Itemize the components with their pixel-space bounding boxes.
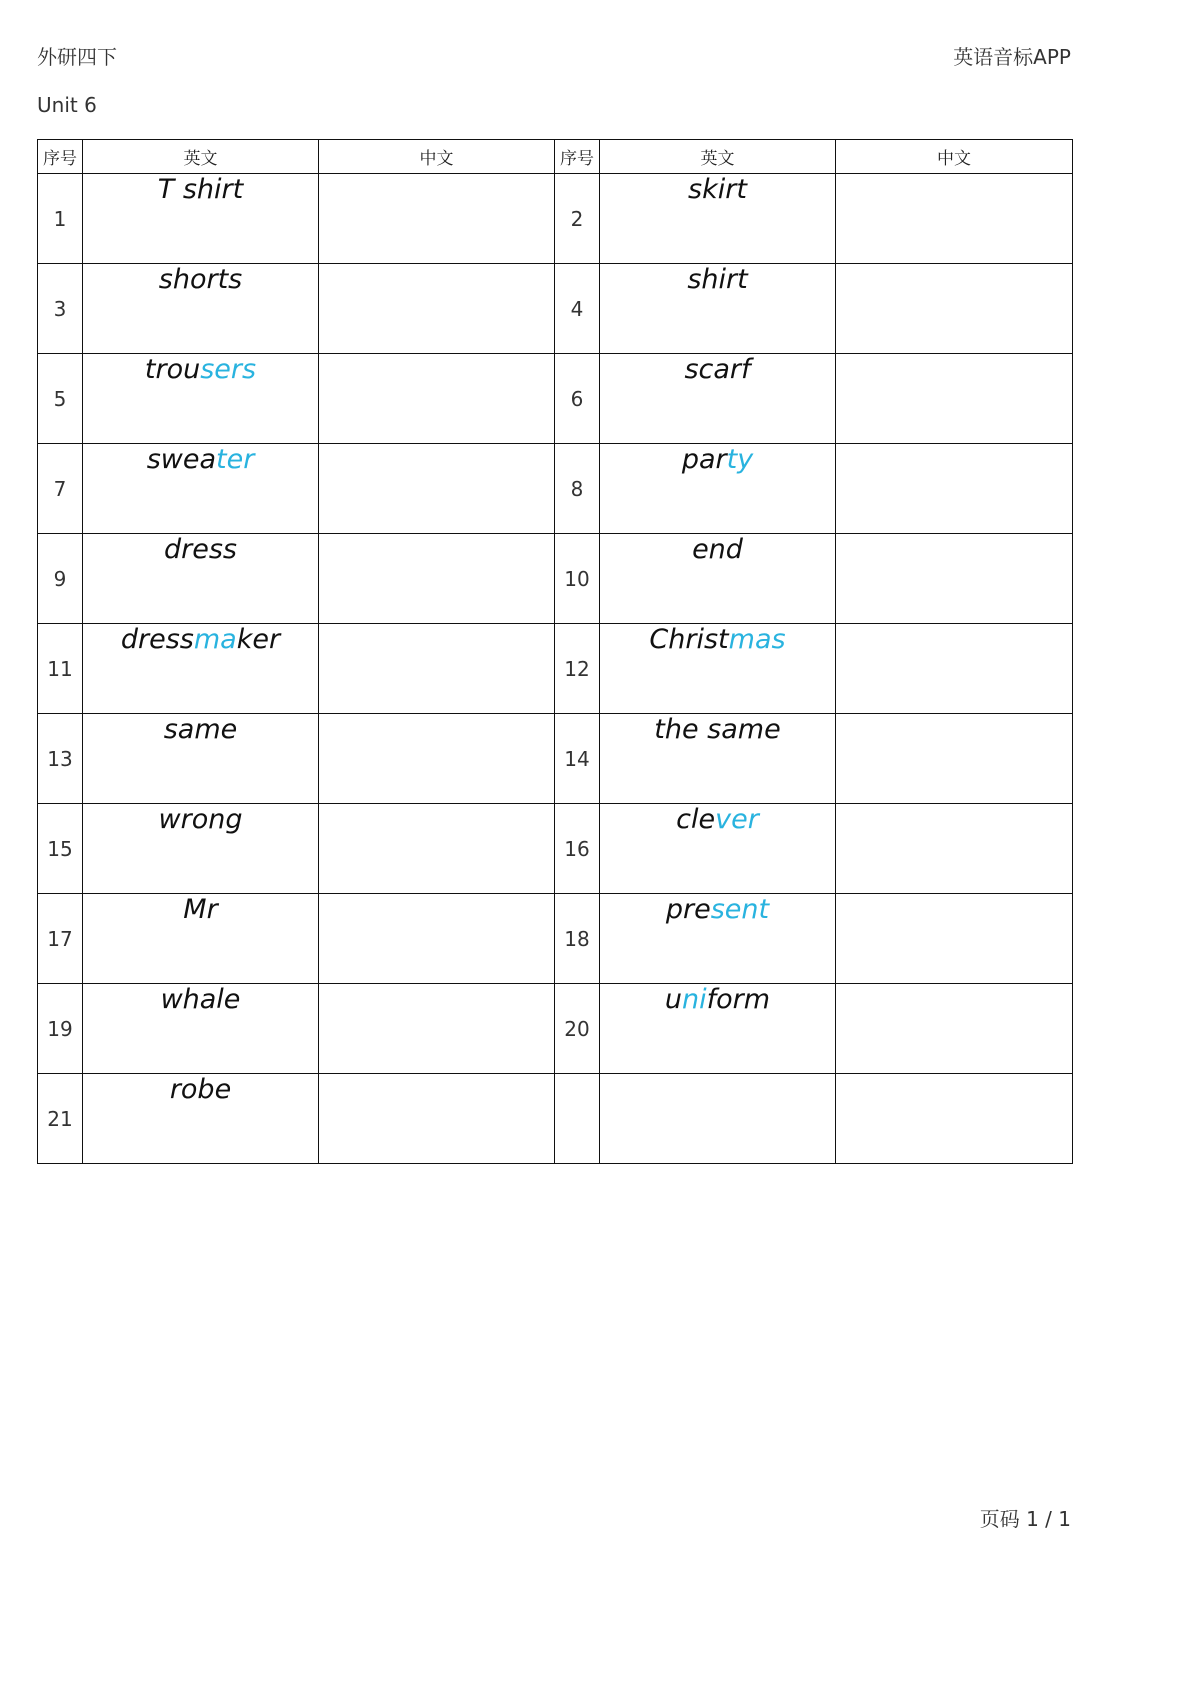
word-segment: same [163, 714, 238, 745]
chinese-meaning-blank[interactable] [319, 354, 555, 444]
english-word [83, 804, 319, 894]
page-number: 页码 1 / 1 [979, 1507, 1071, 1531]
header-number-right: 序号 [555, 140, 600, 174]
word-segment: shorts [158, 264, 243, 295]
word-segment: ker [236, 624, 281, 655]
english-word [600, 1074, 836, 1164]
english-word [600, 354, 836, 444]
table-row [38, 984, 1073, 1074]
word-segment: the same [654, 714, 781, 745]
entry-number: 18 [555, 894, 600, 984]
header-chinese-right: 中文 [836, 140, 1073, 174]
chinese-meaning-blank[interactable] [836, 1074, 1073, 1164]
word-segment: skirt [688, 174, 747, 205]
word-segment: par [681, 444, 727, 475]
entry-number: 20 [555, 984, 600, 1074]
word-segment: trou [144, 354, 201, 385]
entry-number: 10 [555, 534, 600, 624]
highlighted-syllable: ter [216, 444, 255, 475]
entry-number: 6 [555, 354, 600, 444]
table-row [38, 804, 1073, 894]
english-word [600, 804, 836, 894]
entry-number: 14 [555, 714, 600, 804]
word-segment: scarf [684, 354, 751, 385]
word-segment: swea [146, 444, 216, 475]
entry-number: 13 [38, 714, 83, 804]
entry-number: 21 [38, 1074, 83, 1164]
highlighted-syllable: mas [728, 624, 786, 655]
entry-number: 8 [555, 444, 600, 534]
header-number-left: 序号 [38, 140, 83, 174]
word-segment: shirt [687, 264, 748, 295]
chinese-meaning-blank[interactable] [319, 264, 555, 354]
chinese-meaning-blank[interactable] [836, 804, 1073, 894]
english-word [83, 1074, 319, 1164]
header-english-right: 英文 [600, 140, 836, 174]
vocabulary-table [37, 139, 1073, 1164]
word-segment: form [706, 984, 771, 1015]
word-segment: robe [169, 1074, 232, 1105]
word-segment: wrong [158, 804, 243, 835]
entry-number: 16 [555, 804, 600, 894]
word-segment: u [664, 984, 683, 1015]
english-word [600, 444, 836, 534]
english-word [600, 894, 836, 984]
english-word [83, 444, 319, 534]
table-row [38, 534, 1073, 624]
english-word [600, 624, 836, 714]
chinese-meaning-blank[interactable] [836, 984, 1073, 1074]
highlighted-syllable: ma [193, 624, 237, 655]
header-chinese-left: 中文 [319, 140, 555, 174]
word-segment: dress [164, 534, 237, 565]
chinese-meaning-blank[interactable] [836, 534, 1073, 624]
table-row [38, 354, 1073, 444]
chinese-meaning-blank[interactable] [319, 174, 555, 264]
table-header-row [38, 140, 1073, 174]
entry-number: 7 [38, 444, 83, 534]
english-word [600, 264, 836, 354]
chinese-meaning-blank[interactable] [319, 444, 555, 534]
word-segment: T shirt [157, 174, 244, 205]
chinese-meaning-blank[interactable] [836, 444, 1073, 534]
english-word [600, 714, 836, 804]
chinese-meaning-blank[interactable] [836, 894, 1073, 984]
entry-number: 9 [38, 534, 83, 624]
chinese-meaning-blank[interactable] [836, 714, 1073, 804]
highlighted-syllable: ty [726, 444, 754, 475]
chinese-meaning-blank[interactable] [319, 894, 555, 984]
header-right-title: 英语音标APP [953, 45, 1071, 69]
entry-number: 3 [38, 264, 83, 354]
highlighted-syllable: sent [710, 894, 770, 925]
chinese-meaning-blank[interactable] [836, 174, 1073, 264]
entry-number: 12 [555, 624, 600, 714]
english-word [83, 714, 319, 804]
entry-number: 1 [38, 174, 83, 264]
entry-number: 2 [555, 174, 600, 264]
chinese-meaning-blank[interactable] [319, 984, 555, 1074]
english-word [83, 894, 319, 984]
entry-number: 5 [38, 354, 83, 444]
highlighted-syllable: ni [682, 984, 707, 1015]
table-row [38, 444, 1073, 534]
english-word [600, 534, 836, 624]
entry-number: 15 [38, 804, 83, 894]
chinese-meaning-blank[interactable] [836, 624, 1073, 714]
table-row [38, 264, 1073, 354]
chinese-meaning-blank[interactable] [319, 534, 555, 624]
table-row [38, 894, 1073, 984]
highlighted-syllable: sers [200, 354, 257, 385]
english-word [83, 624, 319, 714]
word-segment: end [692, 534, 743, 565]
table-row [38, 624, 1073, 714]
word-segment: Christ [649, 624, 729, 655]
entry-number [555, 1074, 600, 1164]
unit-title: Unit 6 [37, 93, 97, 117]
word-segment: dress [120, 624, 194, 655]
word-segment: Mr [183, 894, 218, 925]
word-segment: pre [665, 894, 711, 925]
english-word [600, 984, 836, 1074]
chinese-meaning-blank[interactable] [319, 714, 555, 804]
chinese-meaning-blank[interactable] [836, 264, 1073, 354]
english-word [83, 264, 319, 354]
table-row [38, 1074, 1073, 1164]
highlighted-syllable: ver [715, 804, 759, 835]
chinese-meaning-blank[interactable] [836, 354, 1073, 444]
entry-number: 4 [555, 264, 600, 354]
table-row [38, 174, 1073, 264]
english-word [83, 984, 319, 1074]
english-word [600, 174, 836, 264]
entry-number: 19 [38, 984, 83, 1074]
header-english-left: 英文 [83, 140, 319, 174]
chinese-meaning-blank[interactable] [319, 624, 555, 714]
entry-number: 17 [38, 894, 83, 984]
english-word [83, 354, 319, 444]
word-segment: whale [160, 984, 241, 1015]
english-word [83, 174, 319, 264]
header-left-title: 外研四下 [37, 45, 117, 69]
english-word [83, 534, 319, 624]
word-segment: cle [676, 804, 716, 835]
table-row [38, 714, 1073, 804]
chinese-meaning-blank[interactable] [319, 804, 555, 894]
chinese-meaning-blank[interactable] [319, 1074, 555, 1164]
table-body [38, 174, 1073, 1164]
entry-number: 11 [38, 624, 83, 714]
